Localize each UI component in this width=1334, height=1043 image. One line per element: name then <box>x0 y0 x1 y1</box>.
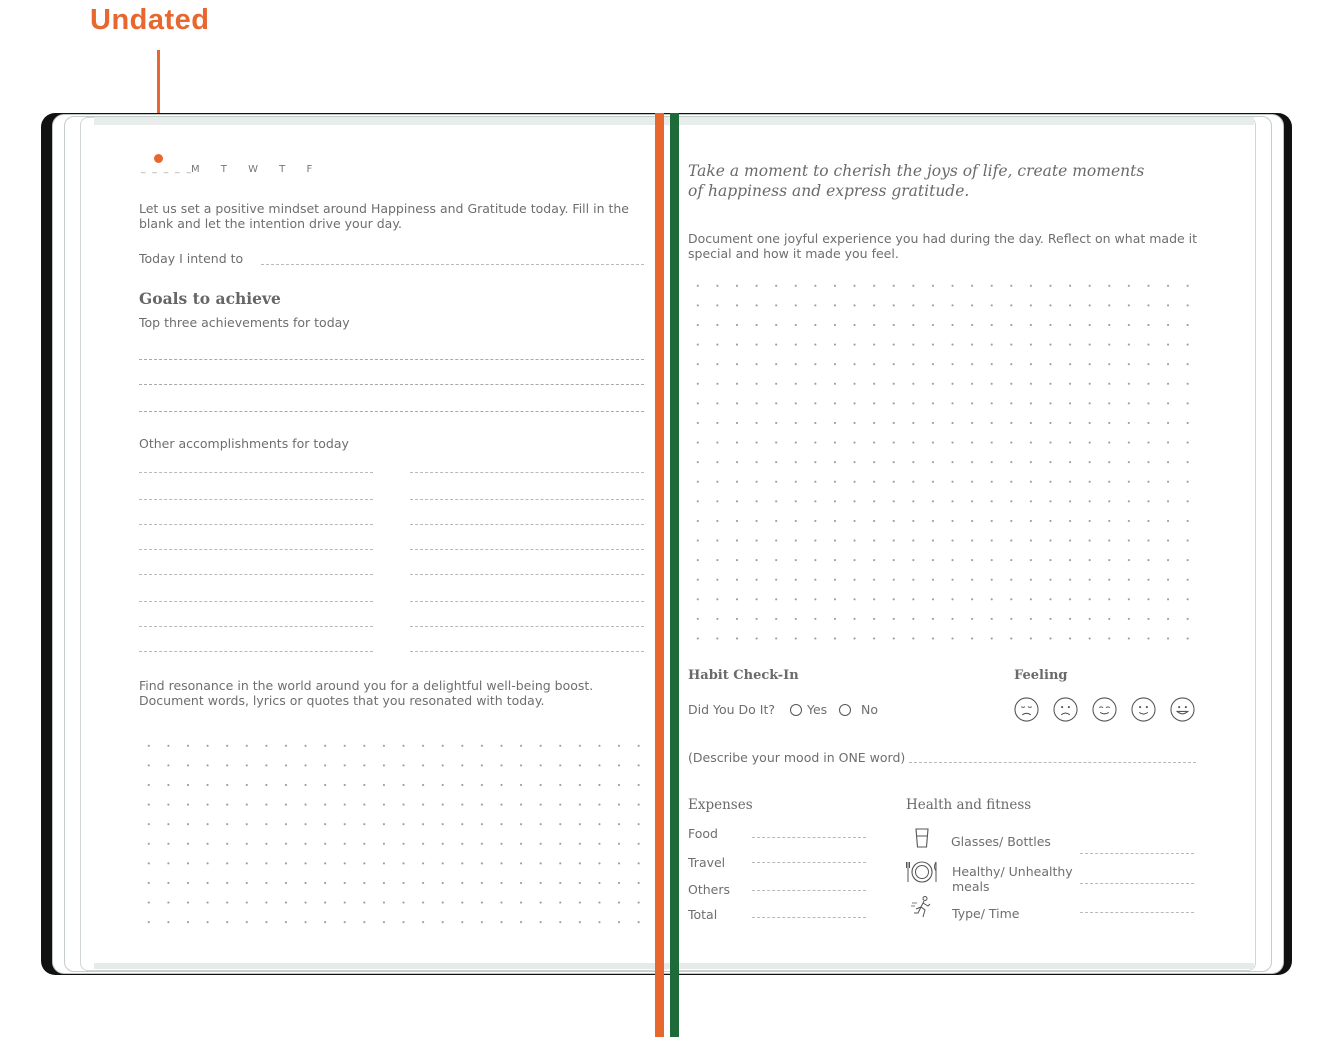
green-bookmark-ribbon <box>670 113 679 1037</box>
habit-heading: Habit Check-In <box>688 668 799 683</box>
habit-question: Did You Do It? <box>688 702 775 717</box>
intend-line[interactable] <box>261 264 644 265</box>
mood-line[interactable] <box>909 762 1196 763</box>
exercise-line[interactable] <box>1080 912 1194 913</box>
feeling-heading: Feeling <box>1014 668 1068 683</box>
right-dot-grid[interactable] <box>688 276 1202 650</box>
accomplishment-line[interactable] <box>410 626 644 627</box>
exercise-label: Type/ Time <box>952 906 1020 921</box>
meals-line[interactable] <box>1080 883 1194 884</box>
accomplishment-line[interactable] <box>410 499 644 500</box>
expense-total-label: Total <box>688 907 718 922</box>
left-dot-grid[interactable] <box>139 736 649 926</box>
expense-total-line[interactable] <box>752 917 866 918</box>
goal-line-2[interactable] <box>139 384 644 385</box>
happy-face-icon[interactable] <box>1170 697 1195 722</box>
accomplishment-line[interactable] <box>139 499 373 500</box>
expense-others-label: Others <box>688 882 731 897</box>
weekday-row: M T W T F <box>191 164 322 175</box>
accomplishment-line[interactable] <box>410 524 644 525</box>
goal-line-1[interactable] <box>139 359 644 360</box>
other-accomplishments-label: Other accomplishments for today <box>139 436 349 451</box>
expense-travel-label: Travel <box>688 855 726 870</box>
quote-heading: Take a moment to cherish the joys of life, create moments of happiness and express gratitude. <box>688 162 1145 200</box>
health-heading: Health and fitness <box>906 797 1032 813</box>
content-face-icon[interactable] <box>1092 697 1117 722</box>
intend-label: Today I intend to <box>139 251 244 266</box>
glasses-label: Glasses/ Bottles <box>951 834 1051 849</box>
accomplishment-line[interactable] <box>139 574 373 575</box>
glasses-line[interactable] <box>1080 853 1194 854</box>
frown-face-icon[interactable] <box>1053 697 1078 722</box>
sad-face-icon[interactable] <box>1014 697 1039 722</box>
mood-label: (Describe your mood in ONE word) <box>688 750 906 765</box>
yes-label: Yes <box>807 702 828 717</box>
document-prompt: Document one joyful experience you had during the day. Reflect on what made it special and how it made you feel. <box>688 231 1198 261</box>
expenses-heading: Expenses <box>688 797 753 813</box>
accomplishment-line[interactable] <box>139 601 373 602</box>
undated-callout-label: Undated <box>90 4 210 36</box>
meal-plate-icon <box>905 860 939 884</box>
no-label: No <box>861 702 878 717</box>
smile-face-icon[interactable] <box>1131 697 1156 722</box>
accomplishment-line[interactable] <box>410 549 644 550</box>
accomplishment-line[interactable] <box>139 626 373 627</box>
accomplishment-line[interactable] <box>410 651 644 652</box>
running-icon <box>910 895 934 919</box>
accomplishment-line[interactable] <box>139 524 373 525</box>
accomplishment-line[interactable] <box>139 549 373 550</box>
accomplishment-line[interactable] <box>139 472 373 473</box>
expense-food-label: Food <box>688 826 718 841</box>
accomplishment-line[interactable] <box>139 651 373 652</box>
expense-food-line[interactable] <box>752 837 866 838</box>
accomplishment-line[interactable] <box>410 574 644 575</box>
accomplishment-line[interactable] <box>410 472 644 473</box>
date-blank[interactable]: _ _ _ _ _ <box>141 164 193 174</box>
glass-icon <box>910 826 934 850</box>
goal-line-3[interactable] <box>139 411 644 412</box>
goals-heading: Goals to achieve <box>139 289 281 308</box>
intro-text: Let us set a positive mindset around Happiness and Gratitude today. Fill in the blank and let the intention drive your day. <box>139 201 629 231</box>
goals-subtitle: Top three achievements for today <box>139 315 350 330</box>
yes-radio[interactable] <box>790 704 802 716</box>
expense-travel-line[interactable] <box>752 862 866 863</box>
orange-bookmark-ribbon <box>655 113 664 1037</box>
no-radio[interactable] <box>839 704 851 716</box>
callout-pointer-dot <box>154 154 163 163</box>
accomplishment-line[interactable] <box>410 601 644 602</box>
resonance-text: Find resonance in the world around you for a delightful well-being boost. Document words, lyrics or quotes that you resonated with today. <box>139 678 594 708</box>
expense-others-line[interactable] <box>752 890 866 891</box>
meals-label: Healthy/ Unhealthy meals <box>952 864 1073 894</box>
